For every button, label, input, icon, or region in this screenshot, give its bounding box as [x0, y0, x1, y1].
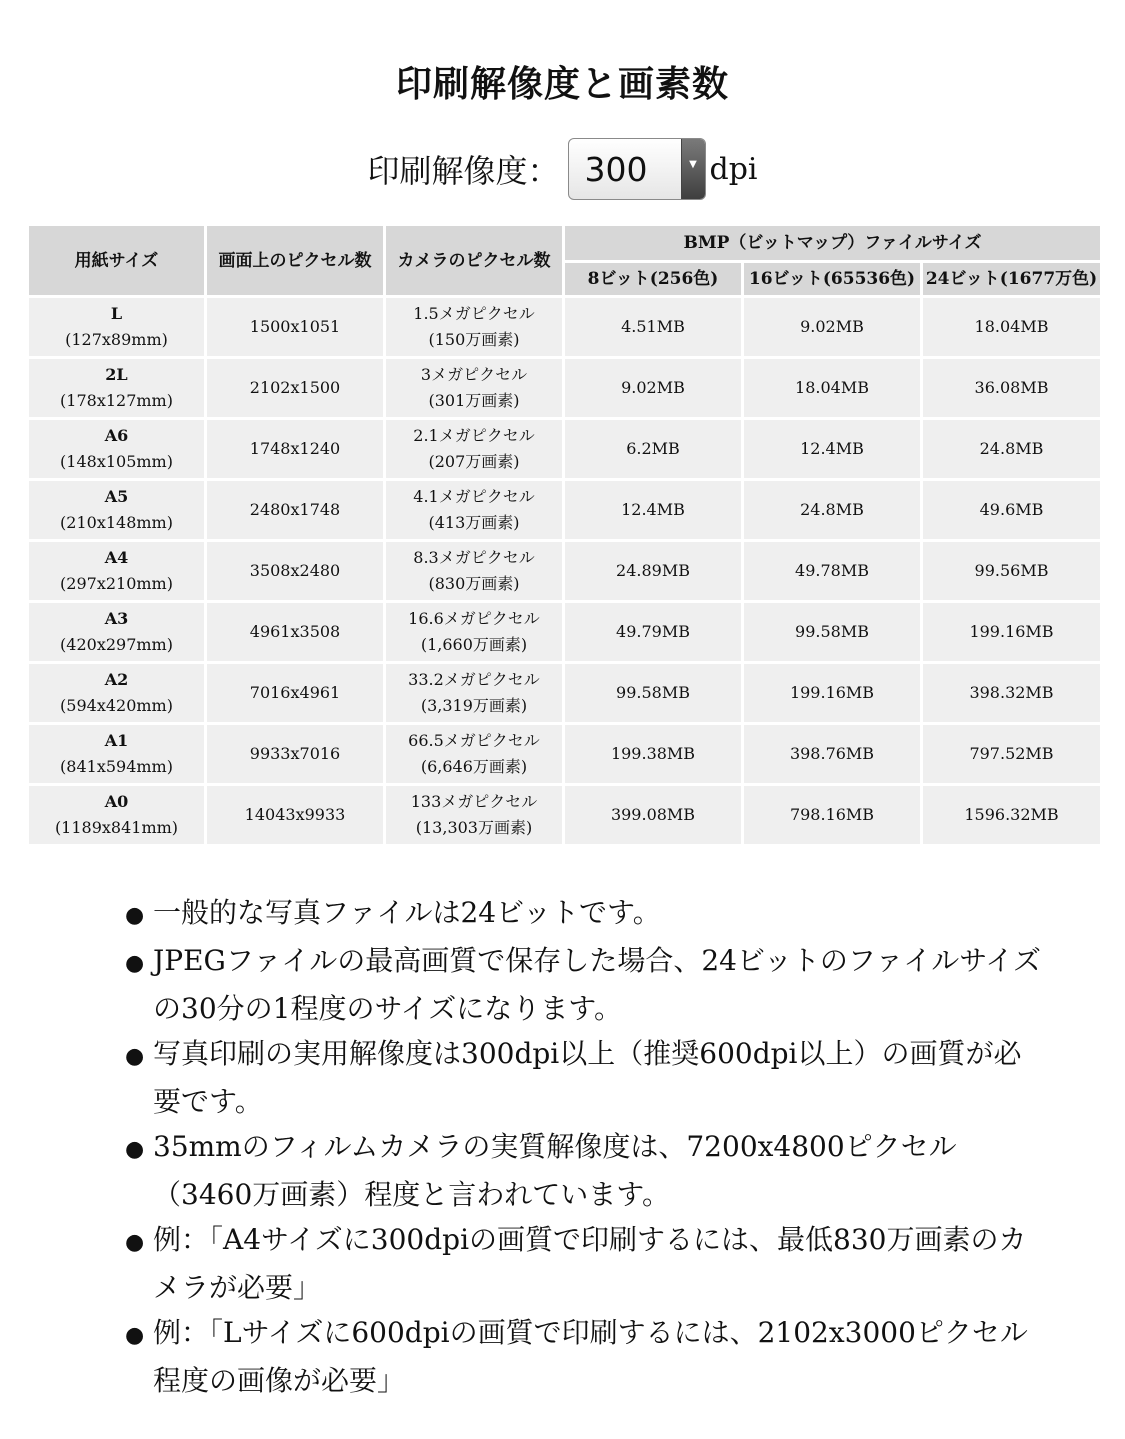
note-text: 写真印刷の実用解像度は300dpi以上（推奨600dpi以上）の画質が必要です。: [153, 1037, 1022, 1118]
note-item: [125, 1031, 1045, 1124]
bmp-16bit-cell: 398.76MB: [743, 724, 922, 785]
note-item: [125, 1124, 1045, 1217]
paper-size-name: A4: [104, 548, 129, 567]
bmp-16bit-cell: 99.58MB: [743, 602, 922, 663]
paper-size-dims: (1189x841mm): [54, 818, 179, 837]
bmp-16bit-cell: 199.16MB: [743, 663, 922, 724]
note-text: 例：「Lサイズに600dpiの画質で印刷するには、2102x3000ピクセル程度の画像が必要」: [153, 1316, 1028, 1397]
chevron-down-icon[interactable]: ▼: [681, 139, 705, 199]
bmp-24bit-cell: 18.04MB: [922, 297, 1102, 358]
screen-pixels-cell: 1500x1051: [206, 297, 385, 358]
bmp-24bit-cell: 797.52MB: [922, 724, 1102, 785]
note-text: 例：「A4サイズに300dpiの画質で印刷するには、最低830万画素のカメラが必要」: [153, 1223, 1027, 1304]
screen-pixels-cell: 14043x9933: [206, 785, 385, 846]
note-text: JPEGファイルの最高画質で保存した場合、24ビットのファイルサイズの30分の1程度のサイズになります。: [153, 944, 1042, 1025]
camera-pixels-cell: [385, 724, 564, 785]
bmp-24bit-cell: 199.16MB: [922, 602, 1102, 663]
table-row: [28, 480, 1102, 541]
header-paper-size: 用紙サイズ: [28, 225, 206, 297]
paper-size-cell: [28, 724, 206, 785]
bullet-icon: ●: [125, 1323, 145, 1348]
bmp-8bit-cell: 4.51MB: [564, 297, 743, 358]
notes-list: [125, 890, 1045, 1403]
bmp-16bit-cell: 798.16MB: [743, 785, 922, 846]
camera-megapixels: 33.2メガピクセル: [408, 670, 540, 689]
camera-megapixels: 133メガピクセル: [410, 792, 538, 811]
screen-pixels-cell: 7016x4961: [206, 663, 385, 724]
bmp-24bit-cell: 49.6MB: [922, 480, 1102, 541]
header-8bit: 8ビット(256色): [564, 262, 743, 297]
dpi-label: 印刷解像度：: [367, 152, 560, 190]
camera-megapixels: 66.5メガピクセル: [408, 731, 540, 750]
paper-size-name: A0: [104, 792, 129, 811]
camera-pixels-cell: [385, 602, 564, 663]
camera-pixel-count: (207万画素): [428, 452, 520, 471]
note-item: [125, 1217, 1045, 1310]
header-screen-pixels: 画面上のピクセル数: [206, 225, 385, 297]
paper-size-dims: (841x594mm): [60, 757, 173, 776]
table-row: [28, 541, 1102, 602]
camera-megapixels: 8.3メガピクセル: [413, 548, 535, 567]
paper-size-cell: [28, 480, 206, 541]
camera-megapixels: 2.1メガピクセル: [413, 426, 535, 445]
screen-pixels-cell: 3508x2480: [206, 541, 385, 602]
bullet-icon: ●: [125, 903, 145, 928]
bmp-24bit-cell: 36.08MB: [922, 358, 1102, 419]
header-24bit: 24ビット(1677万色): [922, 262, 1102, 297]
camera-pixel-count: (301万画素): [428, 391, 520, 410]
screen-pixels-cell: 2102x1500: [206, 358, 385, 419]
camera-pixel-count: (830万画素): [428, 574, 520, 593]
bmp-8bit-cell: 24.89MB: [564, 541, 743, 602]
camera-pixels-cell: [385, 480, 564, 541]
dpi-select[interactable]: [568, 138, 706, 200]
paper-size-cell: [28, 541, 206, 602]
bmp-24bit-cell: 99.56MB: [922, 541, 1102, 602]
table-body: [28, 297, 1102, 846]
screen-pixels-cell: 9933x7016: [206, 724, 385, 785]
paper-size-dims: (127x89mm): [65, 330, 168, 349]
bmp-16bit-cell: 24.8MB: [743, 480, 922, 541]
camera-megapixels: 1.5メガピクセル: [413, 304, 535, 323]
dpi-selector-row: [0, 136, 1125, 202]
bmp-8bit-cell: 6.2MB: [564, 419, 743, 480]
camera-pixels-cell: [385, 663, 564, 724]
paper-size-dims: (420x297mm): [60, 635, 173, 654]
paper-size-cell: [28, 297, 206, 358]
camera-pixel-count: (3,319万画素): [420, 696, 528, 715]
table-row: [28, 297, 1102, 358]
note-item: [125, 1310, 1045, 1403]
screen-pixels-cell: 2480x1748: [206, 480, 385, 541]
header-bmp-group: BMP（ビットマップ）ファイルサイズ: [564, 225, 1102, 262]
screen-pixels-cell: 1748x1240: [206, 419, 385, 480]
note-text: 一般的な写真ファイルは24ビットです。: [153, 896, 661, 929]
paper-size-name: A3: [104, 609, 129, 628]
bmp-8bit-cell: 99.58MB: [564, 663, 743, 724]
paper-size-name: A2: [104, 670, 129, 689]
table-row: [28, 724, 1102, 785]
paper-size-name: A6: [104, 426, 129, 445]
note-text: 35mmのフィルムカメラの実質解像度は、7200x4800ピクセル（3460万画素）程度と言われています。: [153, 1130, 957, 1211]
paper-size-cell: [28, 602, 206, 663]
table-row: [28, 785, 1102, 846]
paper-size-name: A5: [104, 487, 129, 506]
bmp-8bit-cell: 399.08MB: [564, 785, 743, 846]
table-row: [28, 602, 1102, 663]
camera-pixels-cell: [385, 541, 564, 602]
paper-size-dims: (148x105mm): [60, 452, 173, 471]
dpi-unit: dpi: [709, 151, 758, 187]
camera-megapixels: 3メガピクセル: [420, 365, 528, 384]
screen-pixels-cell: 4961x3508: [206, 602, 385, 663]
bmp-16bit-cell: 49.78MB: [743, 541, 922, 602]
camera-pixels-cell: [385, 297, 564, 358]
bullet-icon: ●: [125, 951, 145, 976]
table-row: [28, 358, 1102, 419]
camera-pixels-cell: [385, 419, 564, 480]
camera-pixel-count: (413万画素): [428, 513, 520, 532]
paper-size-dims: (210x148mm): [60, 513, 173, 532]
bullet-icon: ●: [125, 1044, 145, 1069]
paper-size-cell: [28, 419, 206, 480]
bullet-icon: ●: [125, 1137, 145, 1162]
paper-size-dims: (178x127mm): [60, 391, 173, 410]
header-camera-pixels: カメラのピクセル数: [385, 225, 564, 297]
dpi-select-value: 300: [584, 149, 648, 189]
camera-pixels-cell: [385, 358, 564, 419]
bmp-24bit-cell: 1596.32MB: [922, 785, 1102, 846]
paper-size-name: L: [110, 304, 123, 323]
bmp-16bit-cell: 18.04MB: [743, 358, 922, 419]
camera-pixel-count: (13,303万画素): [415, 818, 533, 837]
bmp-24bit-cell: 398.32MB: [922, 663, 1102, 724]
camera-megapixels: 16.6メガピクセル: [408, 609, 540, 628]
bmp-24bit-cell: 24.8MB: [922, 419, 1102, 480]
paper-size-name: 2L: [105, 365, 128, 384]
bmp-8bit-cell: 12.4MB: [564, 480, 743, 541]
bmp-8bit-cell: 199.38MB: [564, 724, 743, 785]
note-item: [125, 938, 1045, 1031]
camera-pixel-count: (1,660万画素): [420, 635, 528, 654]
table-row: [28, 663, 1102, 724]
header-16bit: 16ビット(65536色): [743, 262, 922, 297]
bmp-16bit-cell: 12.4MB: [743, 419, 922, 480]
camera-megapixels: 4.1メガピクセル: [413, 487, 535, 506]
paper-size-name: A1: [104, 731, 129, 750]
paper-size-dims: (297x210mm): [60, 574, 173, 593]
resolution-table: [26, 223, 1103, 847]
paper-size-cell: [28, 663, 206, 724]
table-row: [28, 419, 1102, 480]
paper-size-cell: [28, 358, 206, 419]
paper-size-cell: [28, 785, 206, 846]
camera-pixel-count: (150万画素): [428, 330, 520, 349]
camera-pixel-count: (6,646万画素): [420, 757, 528, 776]
bmp-8bit-cell: 49.79MB: [564, 602, 743, 663]
bmp-8bit-cell: 9.02MB: [564, 358, 743, 419]
bullet-icon: ●: [125, 1230, 145, 1255]
bmp-16bit-cell: 9.02MB: [743, 297, 922, 358]
page-title: 印刷解像度と画素数: [395, 63, 729, 105]
paper-size-dims: (594x420mm): [60, 696, 173, 715]
camera-pixels-cell: [385, 785, 564, 846]
note-item: [125, 890, 1045, 938]
